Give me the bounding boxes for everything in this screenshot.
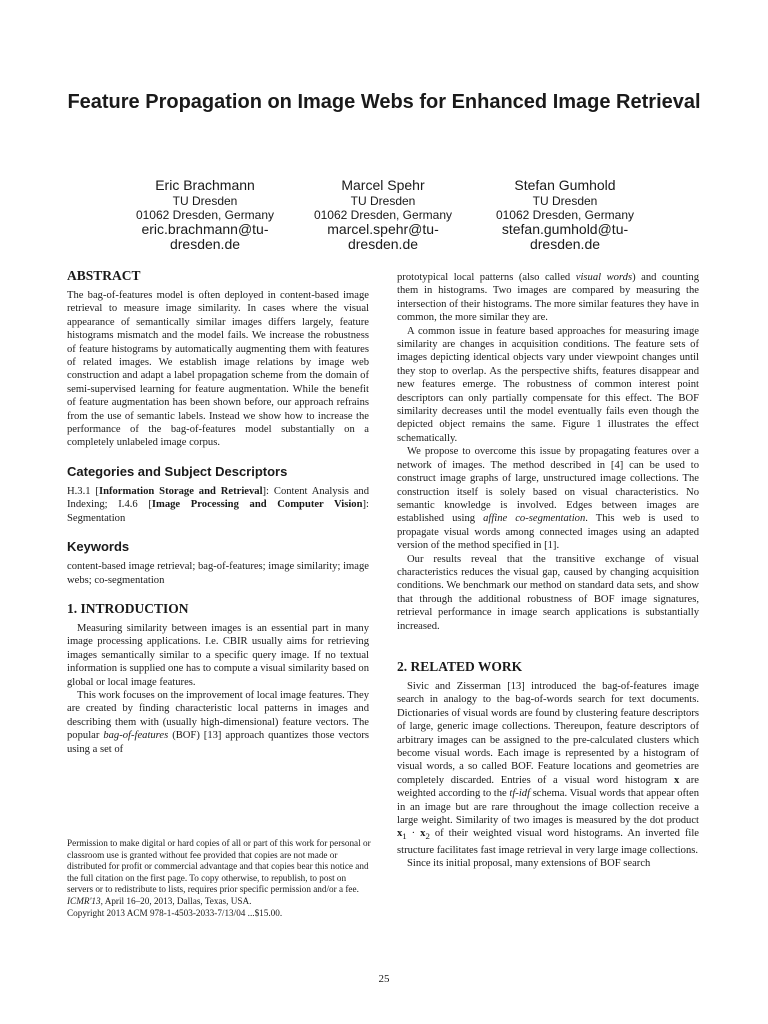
permission-notice: Permission to make digital or hard copies of all or part of this work for personal or classroom use is granted without fee provided that copies are not made or distributed for profit or commercial advantage and that copies bear this notice and the full citation on the first page. To copy otherwise, to republish, to post on servers or to redistribute to lists, requires prior specific permission and/or a fee. <box>67 838 371 895</box>
author-affiliation: TU Dresden <box>532 194 598 208</box>
author-block <box>288 177 478 252</box>
author-email: eric.brachmann@tu- <box>141 221 269 237</box>
related-work-paragraph: Sivic and Zisserman [13] introduced the bag-of-features image search in analogy to the bag-of-words search for text documents. Dictionaries of visual words are found by clustering feature descriptors of large, generic image collections. Thereupon, feature descriptors of arbitrary images can be assigned to the pre-calculated clusters which become visual words. Each image is represented by a histogram of visual words, a so called BOF. Feature locations and geometries are completely discarded. Entries of a visual word histogram x are weighted according to the tf-idf schema. Visual words that appear often in an image but are rare throughout the image collection receive a large weight. Similarity of two images is measured by the dot product $x_1 \cdot x_2$ of their weighted visual word histograms. An inverted file structure facilitates fast image retrieval in very large image collections. <box>397 680 700 856</box>
intro-paragraph: prototypical local patterns (also called visual words) and counting them in histograms. Two images are compared by measuring the intersection of their histograms. The more similar features they have in common, the more similar they are. <box>397 272 699 324</box>
intro-paragraph: This work focuses on the improvement of local image features. They are created by finding characteristic local patterns in images and describing them with (usually high-dimensional) feature vectors. The popular bag-of-features (BOF) [13] approach quantizes those vectors using a set of <box>67 689 370 755</box>
keywords-text: content-based image retrieval; bag-of-features; image similarity; image webs; co-segmentation <box>67 561 369 586</box>
author-name: Stefan Gumhold <box>514 177 616 193</box>
author-block <box>470 177 660 252</box>
author-block <box>110 177 300 252</box>
intro-paragraph: Our results reveal that the transitive exchange of visual characteristics reduces the visual gap, caused by changing acquisition conditions. We benchmark our method on standard data sets, and show that through the additional robustness of BOF image signatures, retrieval performance in image search applications is substantially increased. <box>397 553 699 632</box>
page-number: 25 <box>378 973 390 985</box>
author-email: stefan.gumhold@tu- <box>501 221 629 237</box>
copyright-footnote <box>67 838 372 919</box>
categories-text: H.3.1 [Information Storage and Retrieval]: Content Analysis and Indexing; I.4.6 [Image Processing and Computer Vision]: Segmentation <box>67 485 370 524</box>
intro-paragraph: Measuring similarity between images is an essential part in many image processing applications. I.e. CBIR usually aims for retrieving images semantically similar to a specific query image. If no textual information is supplied one has to compute a visual similarity based on global or local image features. <box>67 622 369 688</box>
paper-title: Feature Propagation on Image Webs for Enhanced Image Retrieval <box>67 91 701 113</box>
author-affiliation: TU Dresden <box>350 194 416 208</box>
author-address: 01062 Dresden, Germany <box>313 208 453 222</box>
author-name: Eric Brachmann <box>155 177 255 193</box>
author-email: marcel.spehr@tu- <box>327 221 439 237</box>
author-email-cont: dresden.de <box>529 236 601 252</box>
keywords-heading: Keywords <box>67 539 130 555</box>
author-email-cont: dresden.de <box>169 236 241 252</box>
intro-paragraph: A common issue in feature based approaches for measuring image similarity are changes in acquisition conditions. The feature sets of images depicting identical objects vary under viewpoint changes until they stop to overlap. As the perspective shifts, features disappear and new features emerge. The robustness of common interest point descriptors can only partially compensate for this effect. The BOF similarity decreases until the model eventually fails even though the depicted object remains the same. Figure 1 illustrates the effect schematically. <box>397 325 699 444</box>
categories-heading: Categories and Subject Descriptors <box>67 463 288 479</box>
related-work-heading: 2. RELATED WORK <box>397 658 523 674</box>
author-name: Marcel Spehr <box>341 177 425 193</box>
author-address: 01062 Dresden, Germany <box>495 208 635 222</box>
intro-paragraph: We propose to overcome this issue by propagating features over a network of images. The method described in [4] can be used to construct image graphs of large, unstructured image collections. The construction itself is solely based on visual characteristics. No semantic knowledge is involved. Edges between images are established using affine co-segmentation. This web is used to propagate visual words among connected images using an adapted version of the method specified in [1]. <box>397 446 700 552</box>
author-email-cont: dresden.de <box>347 236 419 252</box>
related-work-paragraph: Since its initial proposal, many extensions of BOF search <box>407 858 651 870</box>
venue-line: ICMR'13, April 16–20, 2013, Dallas, Texas, USA. <box>67 895 252 906</box>
abstract-text: The bag-of-features model is often deployed in content-based image retrieval to measure image similarity. In cases where the visual appearance of semantically similar images differs largely, feature histograms mismatch and the model fails. We increase the robustness of feature histograms by automatically augmenting them with features of related images. We establish image relations by image web construction and adapt a label propagation scheme from the domain of semi-supervised learning for feature augmentation. While the benefit of feature augmentation has been shown before, our approach refrains from the use of semantic labels. Instead we show how to increase the performance of the bag-of-features model substantially on a completely unlabeled image corpus. <box>67 290 369 449</box>
right-column <box>397 271 699 871</box>
abstract-heading: ABSTRACT <box>67 268 141 283</box>
introduction-heading: 1. INTRODUCTION <box>67 600 189 616</box>
left-column <box>67 268 369 756</box>
author-affiliation: TU Dresden <box>172 194 238 208</box>
copyright-line: Copyright 2013 ACM 978-1-4503-2033-7/13/04 ...$15.00. <box>67 907 283 918</box>
author-address: 01062 Dresden, Germany <box>135 208 275 222</box>
